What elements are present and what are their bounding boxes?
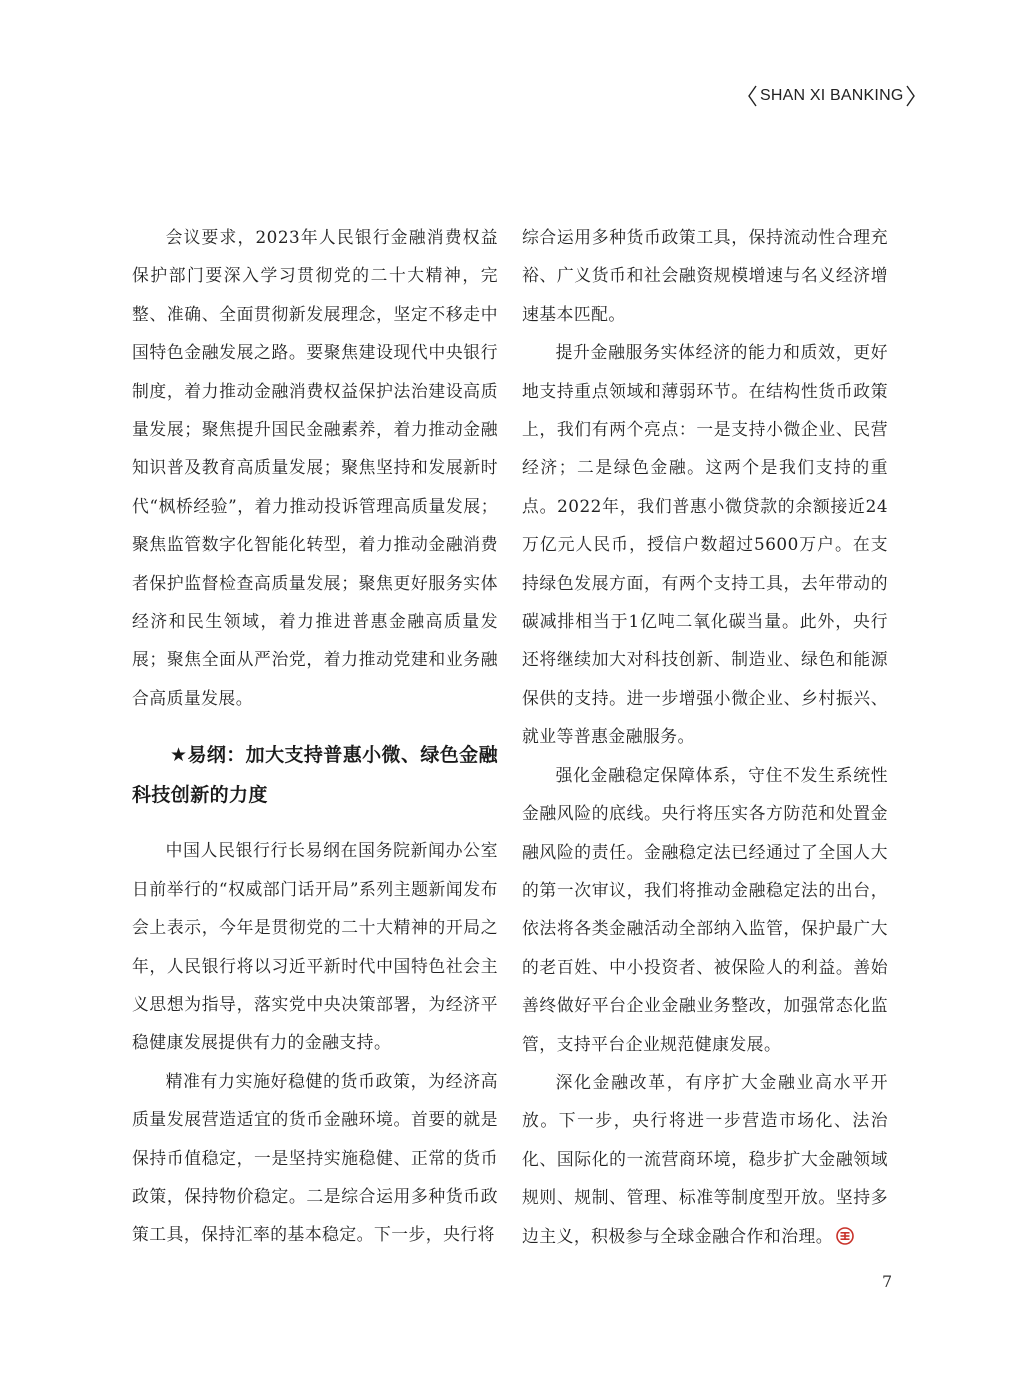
paragraph-monetary-policy: 精准有力实施好稳健的货币政策，为经济高质量发展营造适宜的货币金融环境。首要的就是保持币值稳定，一是坚持实施稳健、正常的货币政策，保持物价稳定。二是综合运用多种货币政策工具，保持汇率的基本稳定。下一步，央行将 xyxy=(132,1070,498,1245)
paragraph-financial-reform xyxy=(522,1063,888,1255)
paragraph-yi-gang-statement: 中国人民银行行长易纲在国务院新闻办公室日前举行的“权威部门话开局”系列主题新闻发布会上表示，今年是贯彻党的二十大精神的开局之年，人民银行将以习近平新时代中国特色社会主义思想为指导，落实党中央决策部署，为经济平稳健康发展提供有力的金融支持。 xyxy=(132,840,498,1053)
chevron-right-bracket-icon xyxy=(906,85,916,107)
chevron-left-bracket-icon xyxy=(747,85,757,107)
section-heading: ★易纲：加大支持普惠小微、绿色金融科技创新的力度 xyxy=(132,744,498,807)
publication-header xyxy=(747,84,916,108)
right-column xyxy=(522,218,888,1255)
paragraph-real-economy-support: 提升金融服务实体经济的能力和质效，更好地支持重点领域和薄弱环节。在结构性货币政策上，我们有两个亮点：一是支持小微企业、民营经济；二是绿色金融。这两个是我们支持的重点。2022年，我们普惠小微贷款的余额接近24万亿元人民币，授信户数超过5600万户。在支持绿色发展方面，有两个支持工具，去年带动的碳减排相当于1亿吨二氧化碳当量。此外，央行还将继续加大对科技创新、制造业、绿色和能源保供的支持。进一步增强小微企业、乡村振兴、就业等普惠金融服务。 xyxy=(522,342,888,747)
paragraph-financial-stability: 强化金融稳定保障体系，守住不发生系统性金融风险的底线。央行将压实各方防范和处置金融风险的责任。金融稳定法已经通过了全国人大的第一次审议，我们将推动金融稳定法的出台，依法将各类金融活动全部纳入监管，保护最广大的老百姓、中小投资者、被保险人的利益。善始善终做好平台企业金融业务整改，加强常态化监管，支持平台企业规范健康发展。 xyxy=(522,764,888,1054)
paragraph-policy-tools-continued: 综合运用多种货币政策工具，保持流动性合理充裕、广义货币和社会融资规模增速与名义经济增速基本匹配。 xyxy=(522,227,888,324)
page-number: 7 xyxy=(882,1272,893,1291)
paragraph-financial-reform-text: 深化金融改革，有序扩大金融业高水平开放。下一步，央行将进一步营造市场化、法治化、国际化的一流营商环境，稳步扩大金融领域规则、规制、管理、标准等制度型开放。坚持多边主义，积极参与全球金融合作和治理。 xyxy=(522,1071,888,1246)
paragraph-meeting-requirements: 会议要求，2023年人民银行金融消费权益保护部门要深入学习贯彻党的二十大精神，完整、准确、全面贯彻新发展理念，坚定不移走中国特色金融发展之路。要聚焦建设现代中央银行制度，着力推动金融消费权益保护法治建设高质量发展；聚焦提升国民金融素养，着力推动金融知识普及教育高质量发展；聚焦坚持和发展新时代“枫桥经验”，着力推动投诉管理高质量发展；聚焦监管数字化智能化转型，着力推动金融消费者保护监督检查高质量发展；聚焦更好服务实体经济和民生领域，着力推进普惠金融高质量发展；聚焦全面从严治党，着力推动党建和业务融合高质量发展。 xyxy=(132,227,498,708)
left-column xyxy=(132,218,498,1254)
publication-name: SHAN XI BANKING xyxy=(760,87,904,104)
seal-end-mark-icon xyxy=(836,1227,854,1245)
